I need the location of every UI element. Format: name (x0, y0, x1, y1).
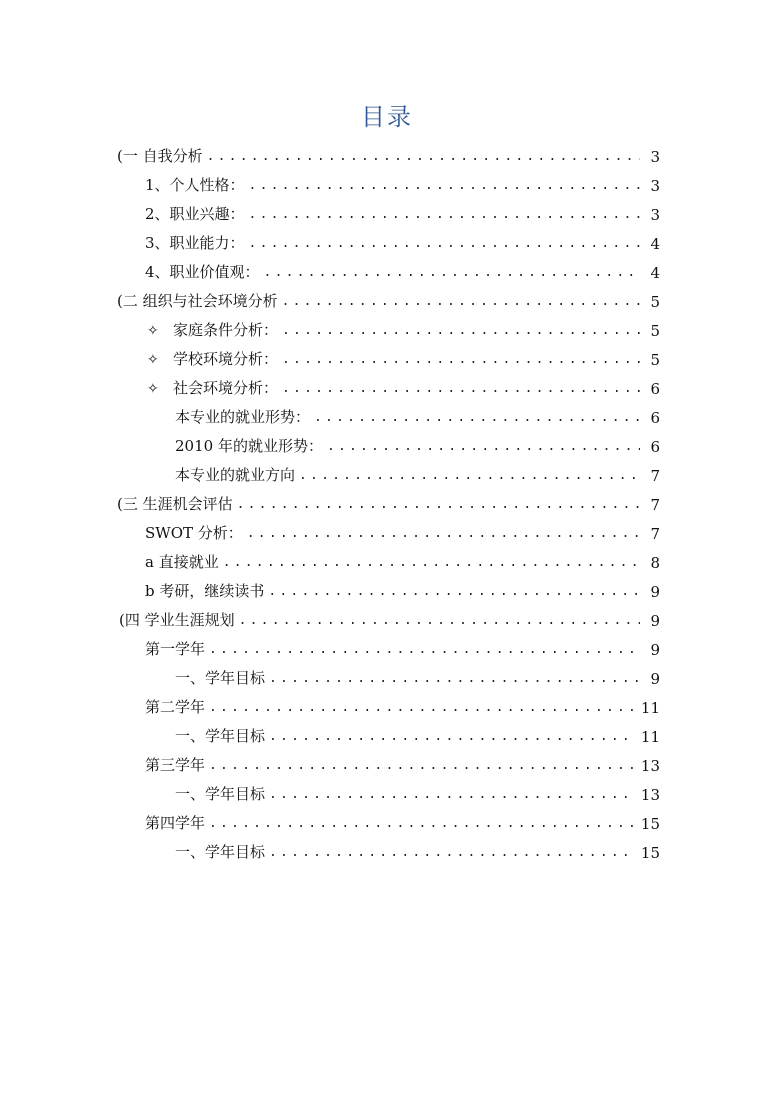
dot-leader (314, 409, 640, 427)
dot-leader (209, 757, 635, 775)
toc-entry-label (175, 406, 314, 427)
toc-entry-page-number: 4 (650, 264, 660, 282)
dot-leader (264, 264, 640, 282)
toc-entry-label (175, 783, 269, 804)
toc-entry[interactable] (145, 633, 660, 659)
toc-entry-text: 2、职业兴趣： (145, 205, 245, 223)
toc-entry-page-number: 11 (640, 699, 660, 717)
toc-entry-page-number: 13 (640, 757, 660, 775)
toc-entry-label (145, 812, 209, 833)
dot-leader (282, 293, 640, 311)
toc-entry[interactable] (145, 546, 660, 572)
toc-entry-text: 1、个人性格： (145, 176, 245, 194)
dot-leader (269, 844, 635, 862)
toc-entry-label (145, 638, 209, 659)
toc-entry[interactable] (175, 401, 660, 427)
toc-entry-text: (四 学业生涯规划 (119, 611, 235, 629)
toc-entry-text: 3、职业能力： (145, 234, 245, 252)
toc-entry[interactable] (147, 372, 660, 398)
toc-entry[interactable] (145, 227, 660, 253)
toc-entry-text: 一、学年目标 (175, 669, 266, 687)
toc-entry-page-number: 8 (650, 554, 660, 572)
toc-title: 目录 (361, 103, 413, 131)
toc-entry[interactable] (145, 575, 660, 601)
toc-entry-page-number: 7 (650, 496, 660, 514)
toc-entry-text: 本专业的就业形势： (175, 408, 311, 426)
dot-leader (249, 177, 640, 195)
diamond-bullet-icon: ✧ (147, 323, 159, 339)
toc-entry[interactable] (145, 169, 660, 195)
toc-entry-text: SWOT 分析： (145, 524, 243, 542)
toc-entry[interactable] (119, 604, 660, 630)
toc-entry-label (117, 290, 282, 311)
toc-entry[interactable] (175, 662, 660, 688)
toc-entry-page-number: 9 (650, 612, 660, 630)
toc-entry[interactable] (117, 285, 660, 311)
toc-entry-text: 家庭条件分析： (173, 321, 279, 339)
toc-entry-page-number: 6 (650, 409, 660, 427)
toc-entry-label (145, 232, 249, 253)
toc-entry[interactable] (175, 459, 660, 485)
toc-entry-page-number: 7 (650, 525, 660, 543)
toc-entry-label (145, 174, 249, 195)
toc-entry-label (175, 667, 269, 688)
toc-entry-text: (二 组织与社会环境分析 (117, 292, 278, 310)
toc-entry-text: 一、学年目标 (175, 785, 266, 803)
toc-entry[interactable] (145, 256, 660, 282)
toc-entry[interactable] (147, 343, 660, 369)
toc-entry-text: 一、学年目标 (175, 727, 266, 745)
toc-entry-page-number: 5 (650, 293, 660, 311)
toc-entry[interactable] (145, 749, 660, 775)
toc-entry-label (175, 435, 327, 456)
toc-entry-text: 本专业的就业方向 (175, 466, 296, 484)
toc-entry-page-number: 4 (650, 235, 660, 253)
dot-leader (282, 322, 640, 340)
toc-entry[interactable] (145, 807, 660, 833)
toc-entry-page-number: 3 (650, 177, 660, 195)
toc-entry-label (145, 696, 209, 717)
toc-entry-label (145, 522, 247, 543)
dot-leader (299, 467, 640, 485)
dot-leader (209, 641, 640, 659)
toc-entry-page-number: 11 (640, 728, 660, 746)
diamond-bullet-icon: ✧ (147, 352, 159, 368)
toc-entry[interactable] (147, 314, 660, 340)
toc-entry-page-number: 15 (640, 844, 660, 862)
toc-entry[interactable] (175, 430, 660, 456)
toc-entry-label (117, 493, 237, 514)
toc-entry-label (175, 841, 269, 862)
toc-entry-text: b 考研，继续读书 (145, 582, 265, 600)
toc-entry-label (117, 145, 207, 166)
toc-entry-text: a 直接就业 (145, 553, 219, 571)
toc-entry-page-number: 3 (650, 206, 660, 224)
toc-entry-text: 社会环境分析： (173, 379, 279, 397)
toc-entry-label (147, 319, 282, 340)
toc-entry[interactable] (145, 517, 660, 543)
toc-entry-label (145, 203, 249, 224)
toc-entry-text: 第四学年 (145, 814, 206, 832)
dot-leader (249, 206, 640, 224)
toc-entry-text: (三 生涯机会评估 (117, 495, 233, 513)
toc-entry-label (145, 551, 223, 572)
toc-entry-label (145, 754, 209, 775)
toc-entry-label (175, 464, 299, 485)
dot-leader (239, 612, 640, 630)
dot-leader (327, 438, 640, 456)
dot-leader (247, 525, 640, 543)
toc-entry-page-number: 5 (650, 322, 660, 340)
toc-entry[interactable] (117, 488, 660, 514)
toc-entry-page-number: 3 (650, 148, 660, 166)
toc-entry-page-number: 5 (650, 351, 660, 369)
toc-entry-label (119, 609, 239, 630)
dot-leader (207, 148, 640, 166)
toc-entry-text: 一、学年目标 (175, 843, 266, 861)
toc-entry-page-number: 13 (640, 786, 660, 804)
toc-entry-page-number: 9 (650, 583, 660, 601)
toc-entry-label (147, 348, 282, 369)
dot-leader (223, 554, 640, 572)
toc-entry[interactable] (175, 836, 660, 862)
toc-entry[interactable] (145, 691, 660, 717)
toc-entry-page-number: 9 (650, 670, 660, 688)
toc-entry-page-number: 7 (650, 467, 660, 485)
toc-entry-label (175, 725, 269, 746)
toc-entry-text: 第二学年 (145, 698, 206, 716)
toc-entry-text: 2010 年的就业形势： (175, 437, 323, 455)
toc-entry-text: 第三学年 (145, 756, 206, 774)
dot-leader (269, 670, 640, 688)
dot-leader (282, 351, 640, 369)
toc-entry[interactable] (175, 778, 660, 804)
toc-entry[interactable] (145, 198, 660, 224)
toc-entry-label (145, 580, 268, 601)
dot-leader (268, 583, 640, 601)
dot-leader (269, 786, 635, 804)
toc-entry-page-number: 9 (650, 641, 660, 659)
dot-leader (249, 235, 640, 253)
toc-entry-label (145, 261, 264, 282)
toc-entry-page-number: 6 (650, 380, 660, 398)
dot-leader (237, 496, 640, 514)
toc-entry-label (147, 377, 282, 398)
toc-entry-text: (一 自我分析 (117, 147, 203, 165)
toc-entry-page-number: 15 (640, 815, 660, 833)
dot-leader (209, 699, 635, 717)
toc-entry[interactable] (117, 140, 660, 166)
dot-leader (269, 728, 635, 746)
toc-entry-text: 学校环境分析： (173, 350, 279, 368)
toc-entry-page-number: 6 (650, 438, 660, 456)
dot-leader (209, 815, 635, 833)
dot-leader (282, 380, 640, 398)
diamond-bullet-icon: ✧ (147, 381, 159, 397)
toc-entry[interactable] (175, 720, 660, 746)
toc-entry-text: 4、职业价值观： (145, 263, 260, 281)
toc-entry-text: 第一学年 (145, 640, 206, 658)
